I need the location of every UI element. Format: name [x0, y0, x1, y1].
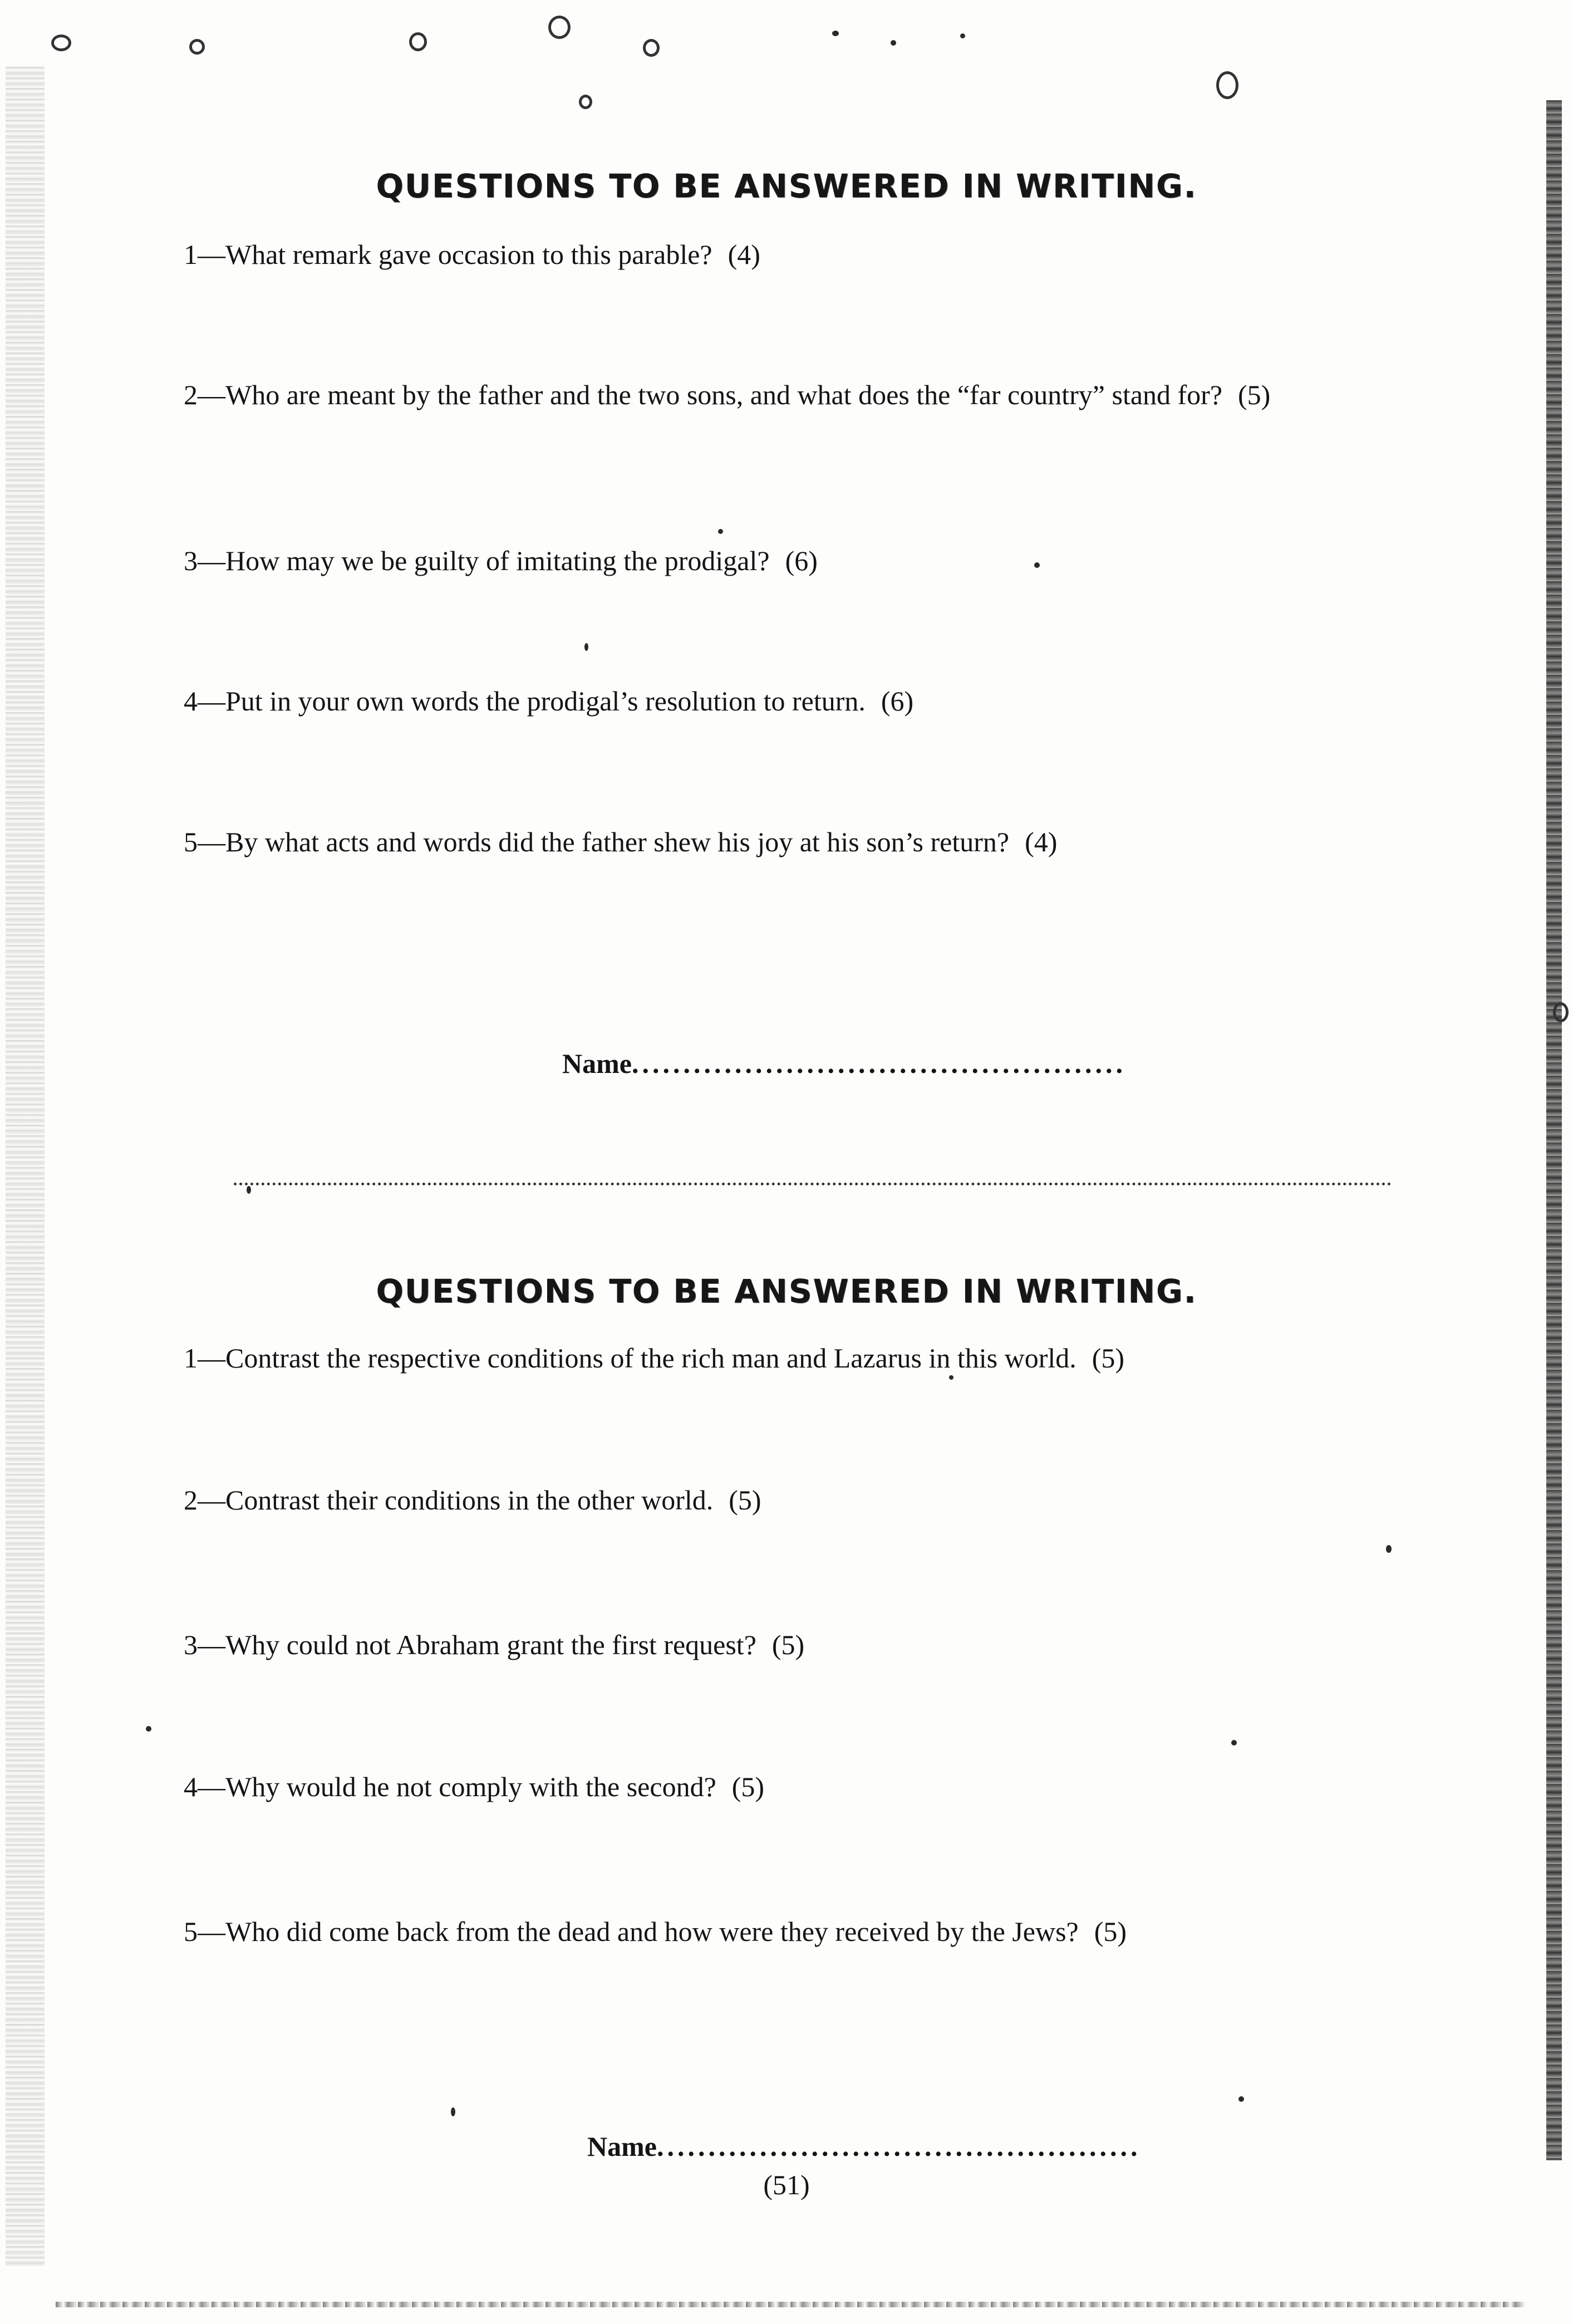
scan-speck	[189, 39, 205, 55]
question-number: 3	[184, 545, 198, 576]
question-number: 4	[184, 685, 198, 717]
name-dotted-line: ...............................................	[656, 2131, 1141, 2162]
question-marks: (4)	[1025, 826, 1058, 857]
question-marks: (5)	[729, 1484, 761, 1516]
question-marks: (6)	[881, 685, 914, 717]
question-marks: (5)	[731, 1771, 765, 1802]
scan-speck	[548, 16, 571, 39]
question-item: 5—Who did come back from the dead and how were they received by the Jews? (5)	[184, 1916, 1127, 1947]
question-number: 3	[184, 1629, 198, 1660]
scan-speck	[718, 529, 723, 534]
scan-speck	[146, 1726, 151, 1732]
question-text: What remark gave occasion to this parable?	[225, 239, 712, 270]
question-number: 1	[184, 239, 198, 270]
question-text: Why could not Abraham grant the first request?	[225, 1629, 756, 1660]
scan-speck	[1216, 71, 1238, 99]
question-text: Contrast their conditions in the other world.	[225, 1484, 714, 1516]
question-text: How may we be guilty of imitating the prodigal?	[225, 545, 770, 576]
scan-speck	[1231, 1740, 1237, 1746]
scan-speck	[51, 35, 71, 51]
section-heading: QUESTIONS TO BE ANSWERED IN WRITING.	[376, 1272, 1197, 1310]
question-item: 1—Contrast the respective conditions of the rich man and Lazarus in this world. (5)	[184, 1342, 1125, 1374]
question-number: 5	[184, 1916, 198, 1947]
question-text: Put in your own words the prodigal’s resolution to return.	[225, 685, 866, 717]
scan-speck	[579, 95, 592, 109]
question-number: 2	[184, 1484, 198, 1516]
scan-edge-left	[6, 67, 45, 2266]
question-marks: (5)	[1094, 1916, 1127, 1947]
scan-speck	[891, 40, 896, 46]
question-item: 4—Why would he not comply with the second? (5)	[184, 1771, 765, 1802]
question-item: 2—Who are meant by the father and the two sons, and what does the “far country” stand for? (5)	[184, 379, 1271, 410]
name-label: Name	[562, 1048, 632, 1079]
question-item: 5—By what acts and words did the father shew his joy at his son’s return? (4)	[184, 826, 1058, 857]
question-item: 3—How may we be guilty of imitating the prodigal? (6)	[184, 545, 818, 576]
scan-speck	[1386, 1545, 1392, 1553]
name-field[interactable]	[587, 2130, 1378, 2163]
name-dotted-line: ................................................	[631, 1048, 1126, 1079]
question-marks: (4)	[727, 239, 760, 270]
section-heading: QUESTIONS TO BE ANSWERED IN WRITING.	[376, 167, 1197, 205]
scan-speck	[832, 31, 839, 36]
section-divider	[234, 1183, 1392, 1185]
scan-speck	[960, 33, 965, 38]
question-text: By what acts and words did the father shew his joy at his son’s return?	[225, 826, 1010, 857]
scan-speck	[1238, 2096, 1244, 2102]
question-number: 1	[184, 1342, 198, 1374]
question-text: Contrast the respective conditions of the rich man and Lazarus in this world.	[225, 1342, 1076, 1374]
question-text: Who are meant by the father and the two sons, and what does the “far country” stand for?	[225, 379, 1223, 410]
question-number: 5	[184, 826, 198, 857]
question-marks: (5)	[1238, 379, 1271, 410]
question-item: 4—Put in your own words the prodigal’s resolution to return. (6)	[184, 685, 914, 717]
scan-speck	[643, 39, 660, 57]
scan-speck	[247, 1186, 251, 1194]
question-item: 3—Why could not Abraham grant the first request? (5)	[184, 1629, 805, 1660]
question-item: 1—What remark gave occasion to this parable? (4)	[184, 239, 760, 270]
page-number: (51)	[763, 2169, 810, 2200]
name-label: Name	[587, 2131, 657, 2162]
question-marks: (6)	[785, 545, 818, 576]
name-field[interactable]	[562, 1047, 1375, 1080]
question-text: Who did come back from the dead and how were they received by the Jews?	[225, 1916, 1079, 1947]
scan-speck	[1553, 1002, 1569, 1022]
scan-edge-bottom	[56, 2302, 1525, 2307]
scan-speck	[584, 643, 588, 651]
scan-speck	[409, 32, 427, 51]
scan-edge-right	[1546, 100, 1562, 2160]
question-number: 4	[184, 1771, 198, 1802]
question-item: 2—Contrast their conditions in the other world. (5)	[184, 1484, 761, 1516]
scan-speck	[949, 1375, 953, 1380]
question-number: 2	[184, 379, 198, 410]
question-marks: (5)	[771, 1629, 805, 1660]
scan-speck	[451, 2107, 455, 2116]
question-marks: (5)	[1092, 1342, 1125, 1374]
question-text: Why would he not comply with the second?	[225, 1771, 716, 1802]
